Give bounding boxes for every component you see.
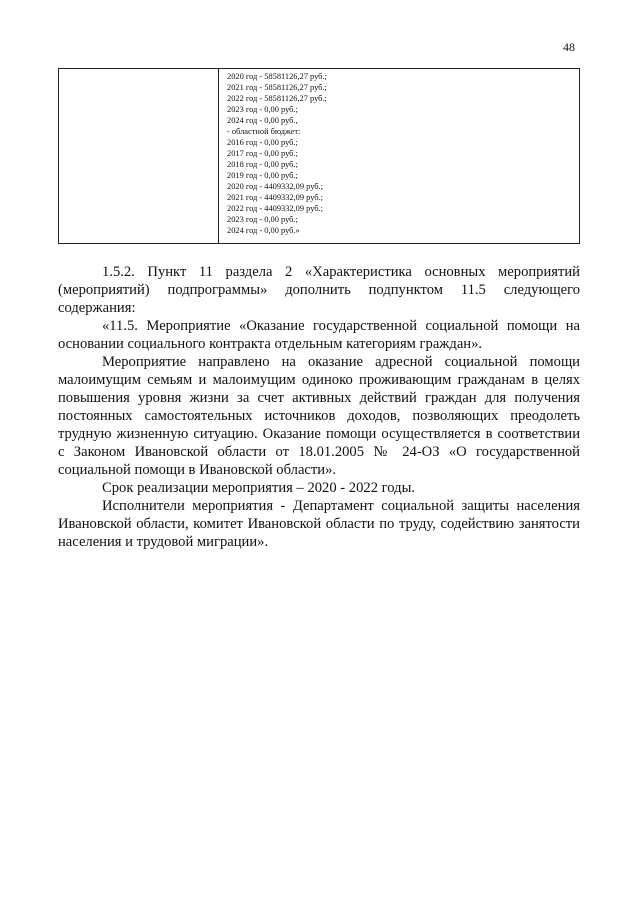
budget-line: 2016 год - 0,00 руб.; — [227, 138, 298, 147]
budget-table — [58, 68, 580, 244]
paragraph-implementation-period: Срок реализации мероприятия – 2020 - 2022 годы. — [102, 480, 416, 496]
budget-line: 2023 год - 0,00 руб.; — [227, 215, 298, 224]
paragraph-amendment: 1.5.2. Пункт 11 раздела 2 «Характеристика основных мероприятий (мероприятий) подпрограммы» дополнить подпунктом 11.5 следующего содержания: — [58, 264, 580, 316]
budget-line: 2022 год - 4409332,09 руб.; — [227, 204, 323, 213]
budget-line: 2020 год - 4409332,09 руб.; — [227, 182, 323, 191]
paragraph-executors: Исполнители мероприятия - Департамент социальной защиты населения Ивановской области, комитет Ивановской области по труду, содействию занятости населения и трудовой миграции». — [58, 498, 580, 550]
budget-line: - областной бюджет: — [227, 127, 301, 136]
budget-line: 2021 год - 4409332,09 руб.; — [227, 193, 323, 202]
budget-line: 2018 год - 0,00 руб.; — [227, 160, 298, 169]
budget-line: 2024 год - 0,00 руб., — [227, 116, 298, 125]
budget-table-label-cell — [59, 69, 219, 243]
budget-line: 2022 год - 58581126,27 руб.; — [227, 94, 327, 103]
paragraph-measure-description: Мероприятие направлено на оказание адресной социальной помощи малоимущим семьям и малоимущим одиноко проживающим гражданам в целях повышения уровня жизни за счет активных действий граждан для получения постоянных самостоятельных источников доходов, позволяющих преодолеть трудную жизненную ситуацию. Оказание помощи осуществляется в соответствии с Законом Ивановской области от 18.01.2005 № 24-ОЗ «О государственной социальной помощи в Ивановской области». — [58, 354, 580, 478]
budget-line: 2024 год - 0,00 руб.» — [227, 226, 300, 235]
document-body — [58, 263, 580, 551]
budget-line: 2017 год - 0,00 руб.; — [227, 149, 298, 158]
paragraph-measure-title: «11.5. Мероприятие «Оказание государственной социальной помощи на основании социального контракта отдельным категориям граждан». — [58, 318, 580, 352]
budget-line: 2020 год - 58581126,27 руб.; — [227, 72, 327, 81]
budget-table-values-cell — [227, 71, 575, 236]
budget-line: 2023 год - 0,00 руб.; — [227, 105, 298, 114]
page-number: 48 — [563, 40, 575, 54]
budget-line: 2021 год - 58581126,27 руб.; — [227, 83, 327, 92]
budget-line: 2019 год - 0,00 руб.; — [227, 171, 298, 180]
